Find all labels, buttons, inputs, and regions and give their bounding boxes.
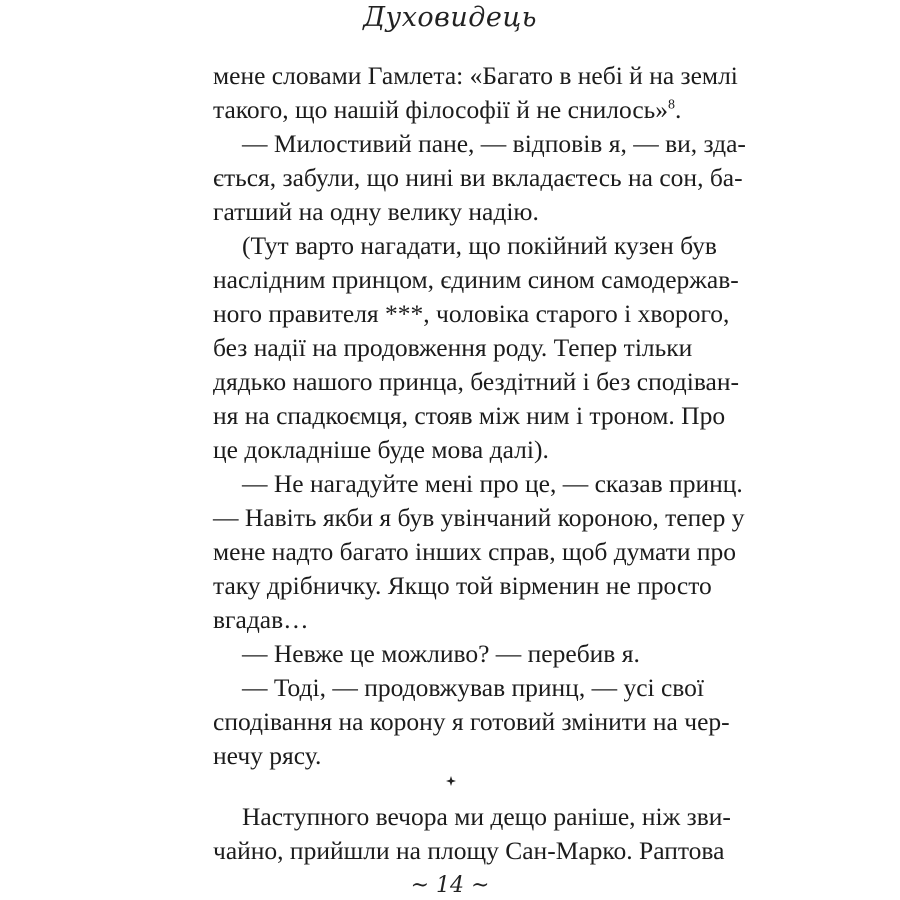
text-line: сподівання на корону я готовий змінити на чер- (213, 707, 730, 736)
text-line: вгадав… (213, 605, 309, 634)
text-line-content: такого, що нашій філософії й не снилось» (213, 95, 669, 124)
text-line: — Невже це можливо? — перебив я. (242, 639, 640, 668)
text-line: мене словами Гамлета: «Багато в небі й на землі (213, 61, 738, 90)
page-number: ~ 14 ~ (410, 873, 490, 898)
text-line: ня на спадкоємця, стояв між ним і троном. Про (213, 401, 726, 430)
text-line: — Милостивий пане, — відповів я, — ви, зда- (242, 129, 746, 158)
text-line: це докладніше буде мова далі). (213, 435, 549, 464)
text-line: — Навіть якби я був увінчаний короною, тепер у (213, 503, 745, 532)
footnote-marker: 8 (668, 97, 676, 113)
text-line: мене надто багато інших справ, щоб думати про (213, 537, 737, 566)
text-line: нечу рясу. (213, 741, 322, 770)
text-line: ється, забули, що нині ви вкладаєтесь на сон, ба- (213, 163, 743, 192)
text-line: чайно, прийшли на площу Сан-Марко. Раптова (213, 836, 725, 865)
text-line: (Тут варто нагадати, що покійний кузен був (242, 231, 717, 260)
section-separator-ornament (446, 776, 456, 786)
text-line: — Тоді, — продовжував принц, — усі свої (242, 673, 704, 702)
text-line: таку дрібничку. Якщо той вірменин не просто (213, 571, 712, 600)
text-line (213, 93, 689, 127)
running-head-title: Духовидець (363, 2, 537, 33)
text-line: наслідним принцом, єдиним сином самодержав- (213, 265, 739, 294)
text-line: дядько нашого принца, бездітний і без сподіван- (213, 367, 739, 396)
text-line: — Не нагадуйте мені про це, — сказав принц. (242, 469, 743, 498)
text-line: без надії на продовження роду. Тепер тільки (213, 333, 693, 362)
text-line: Наступного вечора ми дещо раніше, ніж зви- (242, 802, 731, 831)
text-line: гатший на одну велику надію. (213, 197, 539, 226)
text-line: ного правителя ***, чоловіка старого і хворого, (213, 299, 730, 328)
line-end-punctuation: . (675, 95, 682, 124)
